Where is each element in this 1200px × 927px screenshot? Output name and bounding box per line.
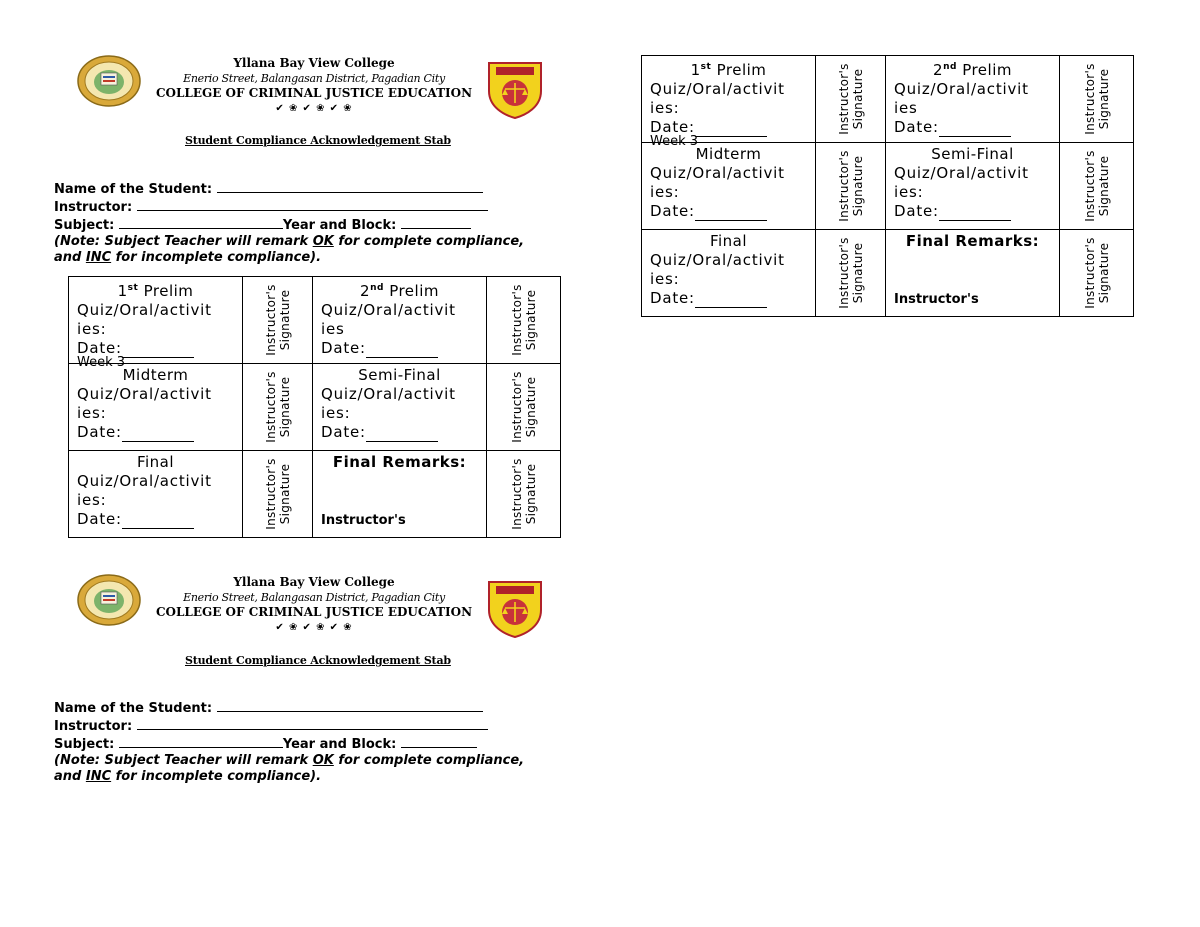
signature-cell[interactable]	[816, 143, 886, 230]
cell-1st-prelim[interactable]: 1st Prelim Quiz/Oral/activit ies: Date: Week 3	[69, 277, 243, 364]
subject-label: Subject:	[54, 218, 115, 233]
year-block-field[interactable]	[401, 735, 477, 748]
signature-cell[interactable]	[487, 451, 561, 538]
signature-cell[interactable]	[243, 277, 313, 364]
signature-cell[interactable]	[1060, 143, 1134, 230]
year-block-label: Year and Block:	[282, 218, 397, 233]
signature-cell[interactable]	[816, 230, 886, 317]
compliance-note: (Note: Subject Teacher will remark OK for complete compliance,	[54, 234, 525, 249]
department-name: COLLEGE OF CRIMINAL JUSTICE EDUCATION	[155, 605, 473, 619]
signature-label: Instructor's Signature	[509, 284, 538, 356]
subject-field[interactable]	[119, 735, 283, 748]
signature-label: Instructor's Signature	[263, 458, 292, 530]
subject-label: Subject:	[54, 737, 115, 752]
year-block-field[interactable]	[401, 216, 471, 229]
name-label: Name of the Student:	[54, 701, 213, 716]
compliance-note-line2: and INC for incomplete compliance).	[54, 250, 322, 265]
signature-label: Instructor's Signature	[509, 371, 538, 443]
college-name: Yllana Bay View College	[233, 56, 395, 70]
name-field[interactable]	[217, 180, 483, 193]
compliance-grid-2	[641, 55, 1134, 317]
compliance-grid-1	[68, 276, 561, 538]
cell-2nd-prelim[interactable]: 2nd Prelim Quiz/Oral/activit ies Date:	[886, 56, 1060, 143]
student-form-2	[54, 699, 524, 785]
signature-cell[interactable]	[243, 364, 313, 451]
signature-cell[interactable]	[487, 277, 561, 364]
stab-header-2	[74, 575, 554, 635]
signature-cell[interactable]	[1060, 230, 1134, 317]
cell-semi-final[interactable]: Semi-Final Quiz/Oral/activit ies: Date:	[886, 143, 1060, 230]
ornament-divider: ✔ ❀ ✔ ❀ ✔ ❀	[275, 103, 353, 114]
signature-cell[interactable]	[1060, 56, 1134, 143]
college-address: Enerio Street, Balangasan District, Pagadian City	[183, 72, 445, 85]
signature-label: Instructor's Signature	[836, 63, 865, 135]
signature-label: Instructor's Signature	[1082, 63, 1111, 135]
year-block-label: Year and Block:	[282, 737, 397, 752]
name-field[interactable]	[217, 699, 483, 712]
department-name: COLLEGE OF CRIMINAL JUSTICE EDUCATION	[155, 86, 473, 100]
stab-title: Student Compliance Acknowledgement Stab	[185, 654, 451, 667]
cell-final[interactable]: Final Quiz/Oral/activit ies: Date:	[642, 230, 816, 317]
cell-2nd-prelim[interactable]: 2nd Prelim Quiz/Oral/activit ies Date:	[313, 277, 487, 364]
name-label: Name of the Student:	[54, 182, 213, 197]
instructor-label: Instructor:	[54, 200, 133, 215]
signature-label: Instructor's Signature	[1082, 237, 1111, 309]
compliance-note-line2: and INC for incomplete compliance).	[54, 769, 322, 784]
signature-cell[interactable]	[243, 451, 313, 538]
compliance-note: (Note: Subject Teacher will remark OK for complete compliance,	[54, 753, 525, 768]
signature-label: Instructor's Signature	[836, 150, 865, 222]
instructor-field[interactable]	[137, 198, 488, 211]
cell-1st-prelim[interactable]: 1st Prelim Quiz/Oral/activit ies: Date: Week 3	[642, 56, 816, 143]
signature-label: Instructor's Signature	[263, 284, 292, 356]
signature-cell[interactable]	[487, 364, 561, 451]
cell-final-remarks[interactable]: Final Remarks: Instructor's	[313, 451, 487, 538]
stab-header-1	[74, 56, 554, 116]
signature-cell[interactable]	[816, 56, 886, 143]
subject-field[interactable]	[119, 216, 283, 229]
cell-final-remarks[interactable]: Final Remarks: Instructor's	[886, 230, 1060, 317]
ornament-divider: ✔ ❀ ✔ ❀ ✔ ❀	[275, 622, 353, 633]
student-form-1	[54, 180, 524, 266]
college-address: Enerio Street, Balangasan District, Pagadian City	[183, 591, 445, 604]
signature-label: Instructor's Signature	[1082, 150, 1111, 222]
signature-label: Instructor's Signature	[509, 458, 538, 530]
signature-label: Instructor's Signature	[836, 237, 865, 309]
college-name: Yllana Bay View College	[233, 575, 395, 589]
cell-midterm[interactable]: Midterm Quiz/Oral/activit ies: Date:	[642, 143, 816, 230]
cell-final[interactable]: Final Quiz/Oral/activit ies: Date:	[69, 451, 243, 538]
stab-title: Student Compliance Acknowledgement Stab	[185, 134, 451, 147]
instructor-label: Instructor:	[54, 719, 133, 734]
cell-midterm[interactable]: Midterm Quiz/Oral/activit ies: Date:	[69, 364, 243, 451]
signature-label: Instructor's Signature	[263, 371, 292, 443]
cell-semi-final[interactable]: Semi-Final Quiz/Oral/activit ies: Date:	[313, 364, 487, 451]
instructor-field[interactable]	[137, 717, 488, 730]
